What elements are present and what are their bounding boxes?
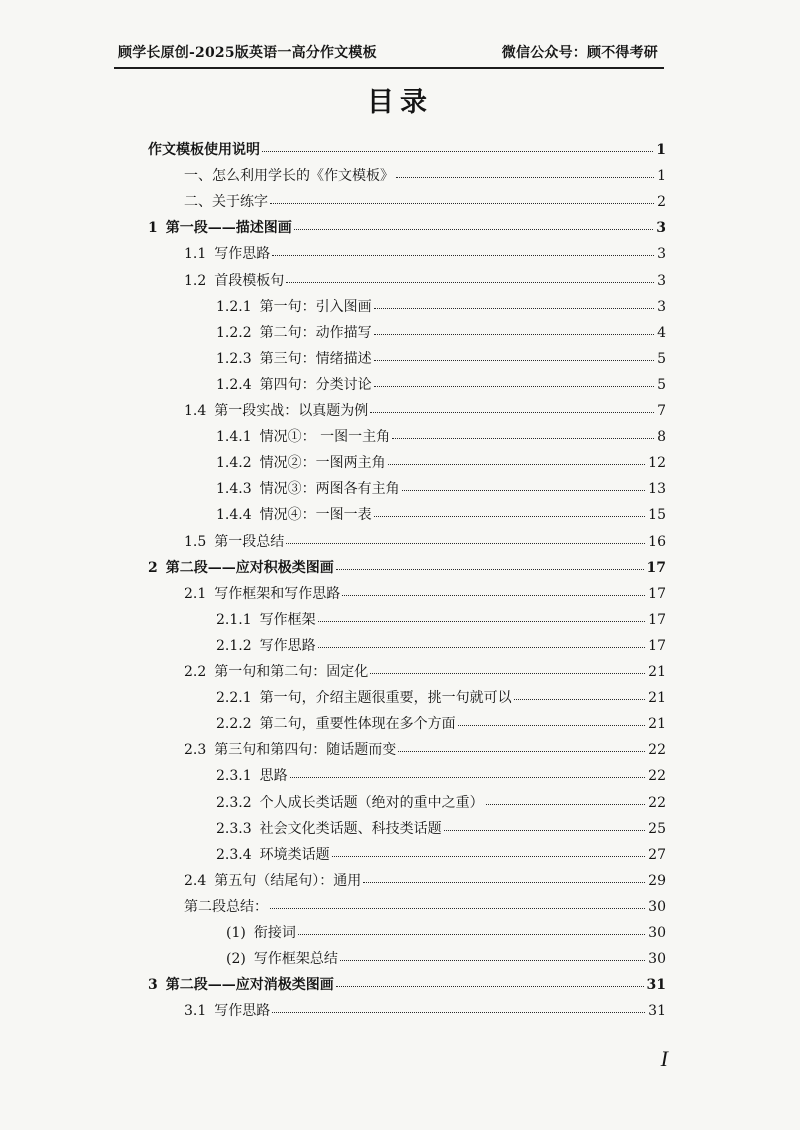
page-folio: I (660, 1046, 668, 1071)
toc-entry[interactable] (184, 1000, 666, 1020)
toc-entry-label (216, 687, 512, 707)
toc-entry-title: 环境类话题 (259, 847, 330, 863)
toc-entry[interactable] (148, 974, 666, 994)
toc-entry-number: 1.5 (184, 534, 207, 550)
toc-entry-title: 写作框架 (259, 612, 316, 628)
toc-entry-title: 第一句：引入图画 (259, 299, 372, 315)
toc-entry-page-number: 31 (648, 1003, 666, 1019)
toc-entry-page-number: 3 (656, 220, 666, 236)
toc-entry-number: 2.3.4 (216, 847, 252, 863)
toc-entry-label (216, 374, 372, 394)
toc-entry-page-number: 21 (648, 716, 666, 732)
toc-entry-label (184, 165, 394, 185)
dot-leader (332, 856, 646, 857)
toc-entry-title: 情况①： 一图一主角 (259, 429, 391, 445)
toc-entry-number: 2.2 (184, 664, 207, 680)
toc-entry-number: 2.3.3 (216, 821, 252, 837)
toc-entry-number: 2.1.1 (216, 612, 252, 628)
toc-entry-page-number: 8 (657, 429, 666, 445)
toc-entry-page-number: 1 (656, 142, 666, 158)
toc-entry-title: 第一段——描述图画 (165, 220, 292, 236)
toc-entry-number: 1.2.1 (216, 299, 252, 315)
header-rule (114, 67, 664, 69)
toc-entry-label (216, 818, 442, 838)
toc-entry-label (184, 583, 340, 603)
toc-entry-title: 写作思路 (214, 1003, 271, 1019)
toc-entry-number: (2) (226, 951, 246, 967)
toc-entry-label (216, 426, 390, 446)
toc-entry-number: 2.2.1 (216, 690, 252, 706)
toc-entry-label (148, 217, 292, 237)
dot-leader (294, 229, 654, 230)
toc-entry-page-number: 15 (648, 507, 666, 523)
toc-entry[interactable] (226, 948, 666, 968)
toc-entry[interactable] (148, 217, 666, 237)
toc-entry-title: 首段模板句 (214, 273, 285, 289)
toc-entry-label (216, 504, 372, 524)
toc-entry-label (226, 948, 338, 968)
toc-entry-page-number: 25 (648, 821, 666, 837)
toc-entry-title: 个人成长类话题（绝对的重中之重） (259, 795, 484, 811)
toc-entry[interactable] (216, 713, 666, 733)
toc-entry[interactable] (184, 191, 666, 211)
toc-entry-page-number: 7 (657, 403, 666, 419)
dot-leader (272, 1012, 645, 1013)
toc-entry-title: 一、怎么利用学长的《作文模板》 (184, 168, 394, 184)
toc-entry-page-number: 3 (657, 246, 666, 262)
toc-entry-page-number: 17 (648, 638, 666, 654)
dot-leader (402, 490, 646, 491)
toc-entry-number: (1) (226, 925, 246, 941)
toc-entry-title: 思路 (259, 768, 288, 784)
toc-entry[interactable] (216, 687, 666, 707)
toc-entry[interactable] (216, 504, 666, 524)
toc-entry[interactable] (216, 426, 666, 446)
toc-entry-label (226, 922, 296, 942)
toc-entry-number: 1 (148, 220, 158, 236)
toc-entry[interactable] (216, 844, 666, 864)
toc-entry-label (184, 661, 368, 681)
toc-entry-label (148, 974, 334, 994)
toc-entry[interactable] (184, 165, 666, 185)
toc-entry-title: 二、关于练字 (184, 194, 268, 210)
dot-leader (486, 804, 646, 805)
toc-entry[interactable] (216, 452, 666, 472)
dot-leader (363, 882, 645, 883)
toc-entry-title: 第三句：情绪描述 (259, 351, 372, 367)
toc-entry-title: 第四句：分类讨论 (259, 377, 372, 393)
toc-entry-label (184, 243, 270, 263)
toc-entry-number: 2.3.1 (216, 768, 252, 784)
toc-entry[interactable] (184, 270, 666, 290)
dot-leader (318, 621, 646, 622)
toc-entry[interactable] (216, 609, 666, 629)
toc-entry[interactable] (184, 870, 666, 890)
dot-leader (392, 438, 654, 439)
toc-entry-number: 2.1 (184, 586, 207, 602)
toc-entry[interactable] (184, 896, 666, 916)
toc-entry-number: 1.2.4 (216, 377, 252, 393)
toc-entry-label (216, 296, 372, 316)
toc-entry[interactable] (216, 635, 666, 655)
toc-entry-title: 衔接词 (253, 925, 296, 941)
toc-entry-number: 3 (148, 977, 158, 993)
toc-entry-title: 写作思路 (259, 638, 316, 654)
dot-leader (286, 282, 654, 283)
toc-entry-label (216, 348, 372, 368)
toc-entry-number: 1.4.1 (216, 429, 252, 445)
toc-entry-title: 第二句：动作描写 (259, 325, 372, 341)
dot-leader (370, 412, 654, 413)
toc-entry-label (216, 322, 372, 342)
toc-entry-page-number: 22 (648, 795, 666, 811)
header-left-title: 顾学长原创-2025版英语一高分作文模板 (118, 45, 377, 61)
toc-entry-label (216, 635, 316, 655)
toc-entry[interactable] (216, 322, 666, 342)
toc-entry-title: 写作框架总结 (253, 951, 338, 967)
toc-entry-page-number: 30 (648, 899, 666, 915)
dot-leader (514, 699, 646, 700)
toc-entry-title: 第一段实战：以真题为例 (214, 403, 369, 419)
toc-entry[interactable] (216, 792, 666, 812)
toc-entry[interactable] (184, 661, 666, 681)
toc-entry-label (184, 896, 268, 916)
toc-entry-label (184, 1000, 270, 1020)
dot-leader (272, 255, 654, 256)
toc-entry-page-number: 3 (657, 299, 666, 315)
dot-leader (398, 751, 645, 752)
toc-entry[interactable] (216, 348, 666, 368)
toc-entry-label (184, 270, 284, 290)
dot-leader (262, 151, 653, 152)
toc-entry-number: 2.2.2 (216, 716, 252, 732)
toc-entry[interactable] (216, 765, 666, 785)
toc-entry[interactable] (184, 400, 666, 420)
dot-leader (298, 934, 645, 935)
toc-entry-title: 第二段——应对积极类图画 (165, 560, 334, 576)
dot-leader (342, 595, 645, 596)
toc-entry-page-number: 17 (648, 612, 666, 628)
toc-entry-page-number: 30 (648, 925, 666, 941)
toc-entry[interactable] (226, 922, 666, 942)
toc-entry-label (216, 792, 484, 812)
toc-entry-title: 情况③：两图各有主角 (259, 481, 400, 497)
toc-entry-label (148, 139, 260, 159)
dot-leader (318, 647, 646, 648)
toc-entry[interactable] (184, 531, 666, 551)
toc-entry-page-number: 30 (648, 951, 666, 967)
toc-entry-page-number: 13 (648, 481, 666, 497)
toc-entry-number: 1.2 (184, 273, 207, 289)
toc-entry-title: 第二段总结： (184, 899, 268, 915)
toc-entry[interactable] (184, 739, 666, 759)
toc-entry-label (184, 400, 368, 420)
dot-leader (388, 464, 646, 465)
dot-leader (396, 177, 654, 178)
toc-entry-title: 写作思路 (214, 246, 271, 262)
toc-entry-title: 第二句，重要性体现在多个方面 (259, 716, 456, 732)
toc-entry-title: 第一段总结 (214, 534, 285, 550)
toc-entry-label (216, 765, 288, 785)
toc-entry[interactable] (148, 557, 666, 577)
toc-entry-page-number: 4 (657, 325, 666, 341)
running-header (118, 42, 658, 62)
dot-leader (270, 203, 654, 204)
toc-entry-page-number: 29 (648, 873, 666, 889)
toc-entry-page-number: 22 (648, 768, 666, 784)
dot-leader (286, 543, 645, 544)
page-title: 目录 (367, 87, 433, 118)
toc-entry-label (216, 478, 400, 498)
toc-entry-number: 2 (148, 560, 158, 576)
dot-leader (374, 360, 654, 361)
toc-entry-page-number: 27 (648, 847, 666, 863)
toc-entry-label (184, 870, 361, 890)
dot-leader (290, 777, 646, 778)
toc-entry-title: 第五句（结尾句）：通用 (214, 873, 362, 889)
toc-entry[interactable] (216, 478, 666, 498)
dot-leader (370, 673, 645, 674)
toc-entry-number: 2.3 (184, 742, 207, 758)
toc-entry-title: 写作框架和写作思路 (214, 586, 341, 602)
toc-entry-label (184, 531, 284, 551)
toc-entry-title: 社会文化类话题、科技类话题 (259, 821, 442, 837)
dot-leader (270, 908, 645, 909)
toc-entry[interactable] (216, 374, 666, 394)
toc-entry[interactable] (184, 583, 666, 603)
toc-entry-number: 1.4.4 (216, 507, 252, 523)
toc-entry-label (216, 713, 456, 733)
toc-entry-page-number: 16 (648, 534, 666, 550)
toc-entry-number: 1.4 (184, 403, 207, 419)
dot-leader (458, 725, 646, 726)
toc-entry-page-number: 12 (648, 455, 666, 471)
toc-entry-number: 1.4.2 (216, 455, 252, 471)
toc-entry-label (148, 557, 334, 577)
dot-leader (374, 334, 654, 335)
toc-entry-title: 第一句和第二句：固定化 (214, 664, 369, 680)
toc-entry[interactable] (148, 139, 666, 159)
toc-entry-number: 1.4.3 (216, 481, 252, 497)
toc-entry-page-number: 21 (648, 690, 666, 706)
toc-entry-title: 作文模板使用说明 (148, 142, 260, 158)
toc-entry-title: 第二段——应对消极类图画 (165, 977, 334, 993)
toc-entry-number: 1.2.2 (216, 325, 252, 341)
toc-entry-page-number: 22 (648, 742, 666, 758)
toc-entry-page-number: 21 (648, 664, 666, 680)
toc-entry-page-number: 17 (646, 560, 666, 576)
dot-leader (444, 830, 646, 831)
toc-entry-number: 3.1 (184, 1003, 207, 1019)
toc-entry-page-number: 17 (648, 586, 666, 602)
toc-entry[interactable] (216, 818, 666, 838)
toc-entry-page-number: 5 (657, 351, 666, 367)
toc-entry-number: 1.1 (184, 246, 207, 262)
toc-entry-page-number: 3 (657, 273, 666, 289)
toc-entry-title: 第一句，介绍主题很重要，挑一句就可以 (259, 690, 512, 706)
toc-entry-title: 第三句和第四句：随话题而变 (214, 742, 397, 758)
header-right-wechat: 微信公众号：顾不得考研 (501, 45, 658, 61)
toc-entry-page-number: 5 (657, 377, 666, 393)
toc-entry-label (216, 844, 330, 864)
dot-leader (340, 960, 645, 961)
toc-entry-title: 情况②：一图两主角 (259, 455, 386, 471)
toc-entry-label (216, 452, 386, 472)
toc-entry[interactable] (216, 296, 666, 316)
toc-entry-number: 2.4 (184, 873, 207, 889)
toc-entry-page-number: 2 (657, 194, 666, 210)
toc-entry-page-number: 31 (646, 977, 666, 993)
toc-entry-number: 1.2.3 (216, 351, 252, 367)
toc-entry-title: 情况④：一图一表 (259, 507, 372, 523)
toc-entry-label (184, 191, 268, 211)
dot-leader (374, 308, 654, 309)
dot-leader (374, 386, 654, 387)
toc-entry-page-number: 1 (657, 168, 666, 184)
toc-entry-number: 2.3.2 (216, 795, 252, 811)
toc-entry-number: 2.1.2 (216, 638, 252, 654)
toc-entry-label (184, 739, 396, 759)
dot-leader (336, 986, 644, 987)
dot-leader (336, 569, 644, 570)
dot-leader (374, 516, 646, 517)
toc-entry[interactable] (184, 243, 666, 263)
toc-entry-label (216, 609, 316, 629)
